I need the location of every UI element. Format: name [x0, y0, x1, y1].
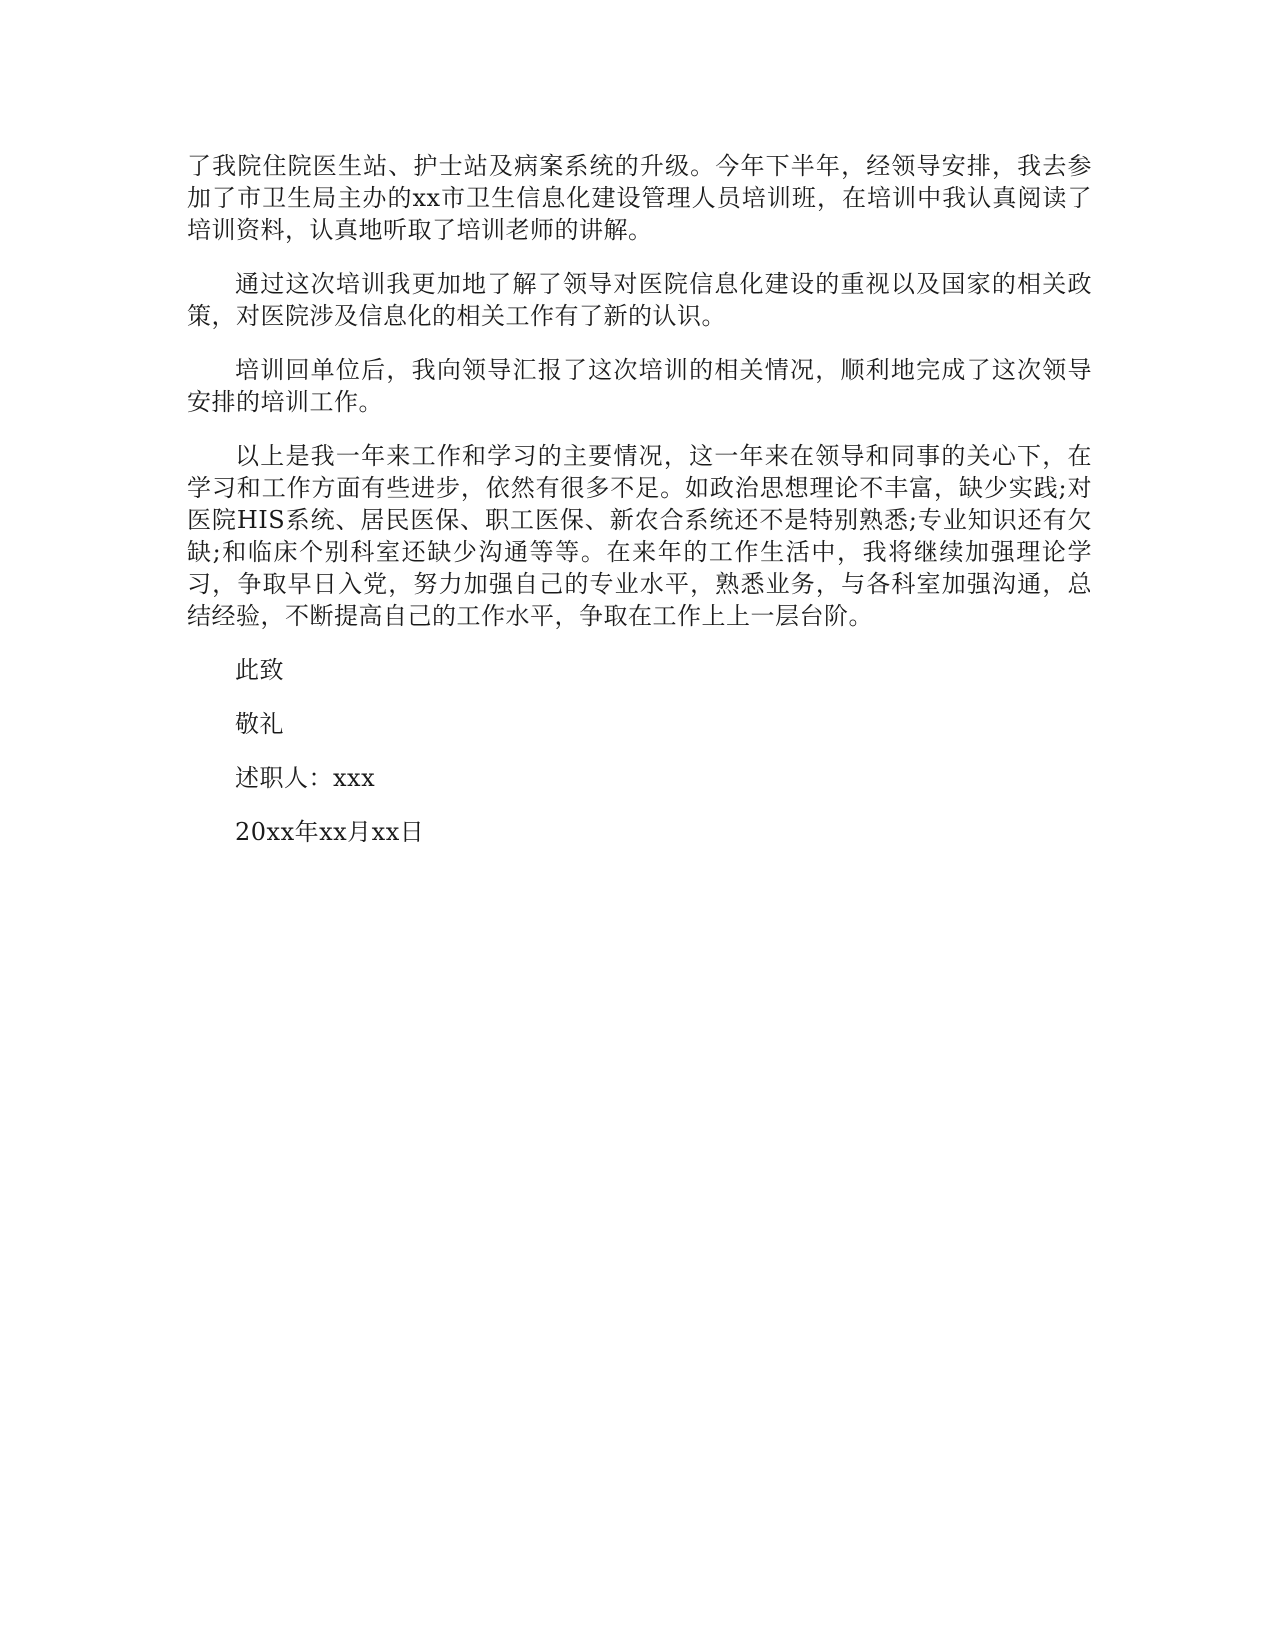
closing-respect: 敬礼 [235, 710, 284, 738]
paragraph-training-understanding: 通过这次培训我更加地了解了领导对医院信息化建设的重视以及国家的相关政策，对医院涉及信息化的相关工作有了新的认识。 [187, 270, 1092, 330]
closing-salutation: 此致 [235, 656, 284, 684]
paragraph-summary: 以上是我一年来工作和学习的主要情况，这一年来在领导和同事的关心下，在学习和工作方面有些进步，依然有很多不足。如政治思想理论不丰富，缺少实践;对医院HIS系统、居民医保、职工医保、新农合系统还不是特别熟悉;专业知识还有欠缺;和临床个别科室还缺少沟通等等。在来年的工作生活中，我将继续加强理论学习，争取早日入党，努力加强自己的专业水平，熟悉业务，与各科室加强沟通，总结经验，不断提高自己的工作水平，争取在工作上上一层台阶。 [187, 442, 1092, 630]
paragraph-continuation: 了我院住院医生站、护士站及病案系统的升级。今年下半年，经领导安排，我去参加了市卫生局主办的xx市卫生信息化建设管理人员培训班，在培训中我认真阅读了培训资料，认真地听取了培训老师的讲解。 [187, 152, 1092, 244]
document-body [187, 150, 1092, 870]
signer-line: 述职人：xxx [235, 764, 376, 792]
paragraph-training-report: 培训回单位后，我向领导汇报了这次培训的相关情况，顺利地完成了这次领导安排的培训工作。 [187, 356, 1092, 416]
date-line: 20xx年xx月xx日 [235, 818, 425, 846]
